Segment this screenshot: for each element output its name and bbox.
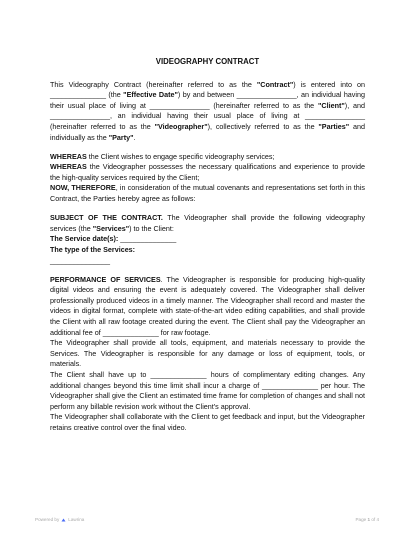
service-type-blank-line (50, 256, 365, 267)
intro-paragraph (50, 80, 365, 144)
recital-text: the Client wishes to engage specific videography services; (86, 151, 275, 161)
page-of: of (370, 517, 377, 522)
section-heading: PERFORMANCE OF SERVICES (50, 274, 161, 284)
performance-section (50, 275, 365, 339)
defined-term-party: "Party" (108, 132, 134, 142)
section-text: ) to the Client: (129, 223, 174, 233)
intro-text: This Videography Contract (hereinafter referred to as the (50, 79, 257, 89)
recital-therefore (50, 183, 365, 204)
document-title: VIDEOGRAPHY CONTRACT (155, 57, 260, 66)
service-type-line (50, 245, 365, 256)
section-text: . The Videographer is responsible for producing high-quality digital videos and ensuring the event is adequately covered. The Videographer shall deliver professionally produced videos in a timely manner. The Videographer shall record and master the videos in digital format, complete with state-of-the-art video editing capabilities, and shall provide the Client with all raw footage created during the event. The Client shall pay the Videographer an additional fee of ______________ for raw footage. (50, 274, 365, 337)
page-number (355, 517, 379, 522)
powered-by (35, 517, 84, 522)
recital-whereas-1 (50, 152, 365, 163)
leaf-logo-icon (61, 518, 66, 522)
performance-paragraph-4: The Videographer shall collaborate with the Client to get feedback and input, but the Videographer retains creative control over the final video. (50, 412, 365, 432)
defined-term-services: "Services" (92, 223, 130, 233)
contract-body (50, 57, 365, 434)
service-date-blank: ______________ (118, 234, 177, 244)
recital-keyword: WHEREAS (50, 151, 87, 161)
service-type-blank: _______________ (50, 255, 110, 265)
page-current: 1 (367, 517, 371, 522)
section-heading: SUBJECT OF THE CONTRACT. (50, 213, 163, 223)
page-prefix: Page (355, 517, 368, 522)
intro-text: . (133, 132, 136, 142)
section-text: The Videographer shall provide the following videography services (the (50, 213, 365, 233)
brand-name: Lawrina (68, 517, 85, 522)
intro-text: and individually as the (50, 121, 365, 142)
defined-term-client: "Client" (318, 100, 345, 110)
intro-text: ) is entered into on ______________ (the (50, 79, 365, 100)
recital-keyword: NOW, THEREFORE (50, 183, 116, 193)
powered-by-label: Powered by (35, 517, 60, 522)
performance-paragraph-2: The Videographer shall provide all tools, equipment, and materials necessary to provide the Services. The Videographer is responsible for any damage or loss of equipment, tools, or materials. (50, 338, 365, 369)
recital-text: , in consideration of the mutual covenants and representations set forth in this Contract, the Parties hereby agree as follows: (50, 183, 365, 204)
performance-paragraph-3: The Client shall have up to ______________ hours of complimentary editing changes. Any additional changes beyond this time limit shall incur a charge of ______________ per hour. The Videographer shall give the Client an estimated time frame for completion of changes and shall not perform any billable revision work without the Client's approval. (50, 369, 365, 411)
recital-keyword: WHEREAS (50, 162, 87, 172)
service-type-label: The type of the Services: (50, 244, 136, 254)
intro-text: ), collectively referred to as the (207, 121, 319, 131)
service-date-label: The Service date(s): (50, 234, 119, 244)
recital-whereas-2 (50, 162, 365, 183)
recital-text: the Videographer possesses the necessary qualifications and experience to provide the high-quality services required by the Client; (50, 162, 365, 182)
defined-term-parties: "Parties" (318, 121, 350, 131)
subject-section (50, 213, 365, 234)
intro-text: ) by and between _______________, an individual having their usual place of living at _______________ (hereinafter referred to as the (50, 90, 365, 110)
page-total: 4 (376, 517, 379, 522)
defined-term-effective-date: "Effective Date" (123, 90, 178, 100)
intro-text: ), and _______________, an individual having their usual place of living at _______________ (hereinafter referred to as the (50, 100, 365, 131)
defined-term-videographer: "Videographer" (154, 121, 208, 131)
service-date-line (50, 234, 365, 245)
defined-term-contract: "Contract" (256, 79, 294, 89)
